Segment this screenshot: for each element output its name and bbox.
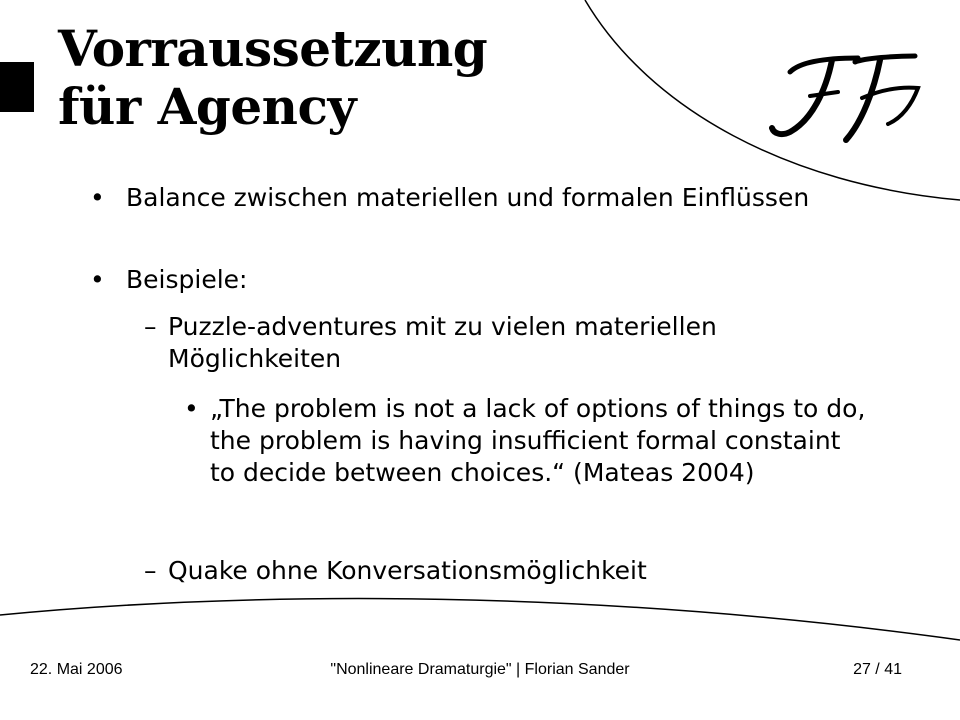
quote-item xyxy=(184,393,870,489)
slide-title-line-1: Vorraussetzung xyxy=(58,19,488,78)
sub-item-puzzle-adventures xyxy=(144,311,888,375)
bullet-balance xyxy=(90,182,846,214)
dash-marker: – xyxy=(144,556,157,585)
bullet-beispiele xyxy=(90,264,846,296)
bullet-text: Balance zwischen materiellen und formalen Einflüssen xyxy=(126,183,810,212)
footer-date: 22. Mai 2006 xyxy=(30,661,123,678)
bottom-arc-line xyxy=(0,599,960,640)
bullet-marker: • xyxy=(90,183,105,212)
slide-title-line-2: für Agency xyxy=(58,77,357,136)
title-accent-square xyxy=(0,62,34,112)
quote-bullet-marker: • xyxy=(184,394,199,423)
dash-marker: – xyxy=(144,312,157,341)
slide-title xyxy=(58,20,487,136)
top-arc-line xyxy=(585,0,960,200)
bullet-marker: • xyxy=(90,265,105,294)
bullet-text: Beispiele: xyxy=(126,265,248,294)
sub-item-text: Quake ohne Konversationsmöglichkeit xyxy=(168,556,647,585)
ff-logo xyxy=(772,56,918,140)
footer-title: "Nonlineare Dramaturgie" | Florian Sander xyxy=(330,661,630,678)
quote-text: „The problem is not a lack of options of things to do, the problem is having insufficient formal constaint to decide between choices.“ (Mateas 2004) xyxy=(210,394,866,487)
sub-item-text: Puzzle-adventures mit zu vielen materiellen Möglichkeiten xyxy=(168,312,717,373)
footer-page-number: 27 / 41 xyxy=(853,661,902,678)
sub-item-quake xyxy=(144,555,888,587)
